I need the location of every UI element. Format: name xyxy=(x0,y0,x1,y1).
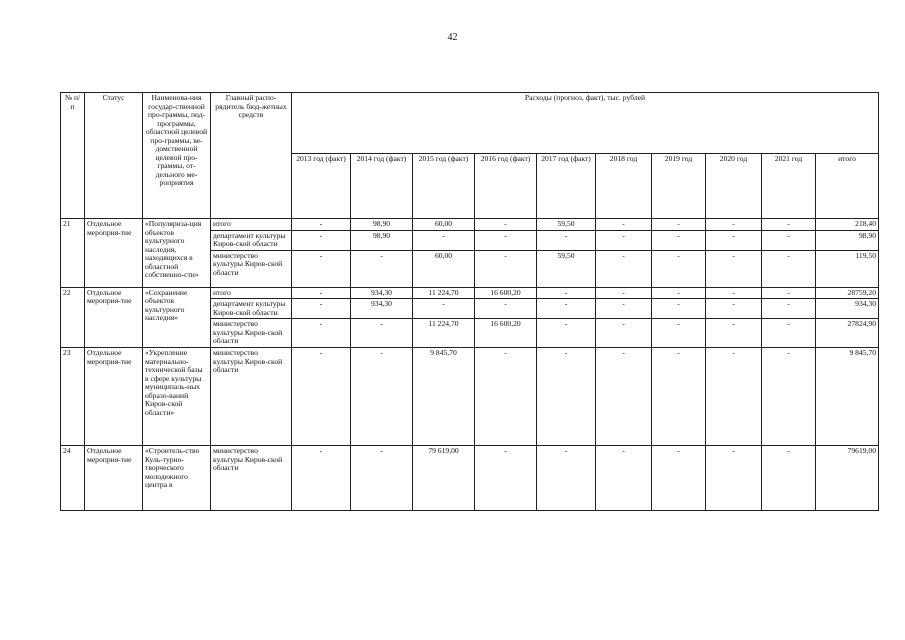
value-2020: - xyxy=(706,446,762,511)
table-body xyxy=(61,219,879,511)
row-name: «Популяриза-ция объектов культурного наследия, находящихся в областной собственно-сти» xyxy=(143,219,211,288)
row-name: «Сохранение объектов культурного наследия» xyxy=(143,287,211,348)
row-name: «Строитель-ство Куль-турно-творческого молодежного центра в xyxy=(143,446,211,511)
value-2020: - xyxy=(706,348,762,446)
value-2014: 934,30 xyxy=(351,299,413,319)
value-2016: - xyxy=(475,230,537,250)
value-2015: - xyxy=(413,299,475,319)
value-2021: - xyxy=(762,348,816,446)
value-2013: - xyxy=(292,446,351,511)
header-year-2016: 2016 год (факт) xyxy=(475,154,537,219)
value-2019: - xyxy=(652,319,706,348)
header-year-2017: 2017 год (факт) xyxy=(537,154,596,219)
value-2020: - xyxy=(706,299,762,319)
value-2020: - xyxy=(706,319,762,348)
header-year-2015: 2015 год (факт) xyxy=(413,154,475,219)
value-2014: - xyxy=(351,348,413,446)
value-2017: 59,50 xyxy=(537,219,596,231)
value-2017: - xyxy=(537,319,596,348)
value-2018: - xyxy=(596,299,652,319)
header-year-2020: 2020 год xyxy=(706,154,762,219)
value-total: 119,50 xyxy=(816,250,879,287)
value-2018: - xyxy=(596,287,652,299)
value-2015: 9 845,70 xyxy=(413,348,475,446)
value-2014: - xyxy=(351,446,413,511)
value-2014: 934,30 xyxy=(351,287,413,299)
value-2015: 79 619,00 xyxy=(413,446,475,511)
value-2021: - xyxy=(762,230,816,250)
budget-table xyxy=(60,92,879,511)
value-2018: - xyxy=(596,446,652,511)
value-total: 27824,90 xyxy=(816,319,879,348)
header-expenses: Расходы (прогноз, факт), тыс. рублей xyxy=(292,93,879,154)
value-total: 79619,00 xyxy=(816,446,879,511)
value-2017: 59,50 xyxy=(537,250,596,287)
value-2014: - xyxy=(351,250,413,287)
row-status: Отдельное мероприя-тие xyxy=(85,287,143,348)
value-2014: 98,90 xyxy=(351,230,413,250)
value-2017: - xyxy=(537,287,596,299)
value-2016: - xyxy=(475,299,537,319)
value-2019: - xyxy=(652,299,706,319)
header-year-2018: 2018 год xyxy=(596,154,652,219)
value-2021: - xyxy=(762,250,816,287)
value-2013: - xyxy=(292,299,351,319)
value-2019: - xyxy=(652,219,706,231)
value-2015: 11 224,70 xyxy=(413,287,475,299)
value-2018: - xyxy=(596,219,652,231)
value-2013: - xyxy=(292,348,351,446)
header-status: Статус xyxy=(85,93,143,219)
value-2016: - xyxy=(475,219,537,231)
header-year-2013: 2013 год (факт) xyxy=(292,154,351,219)
value-2017: - xyxy=(537,446,596,511)
value-2015: - xyxy=(413,230,475,250)
row-admin: министерство культуры Киров-ской области xyxy=(211,348,292,446)
row-admin: итого xyxy=(211,287,292,299)
row-admin: департамент культуры Киров-ской области xyxy=(211,230,292,250)
page-number: 42 xyxy=(447,32,458,43)
value-2021: - xyxy=(762,219,816,231)
value-2020: - xyxy=(706,230,762,250)
table-row xyxy=(61,348,879,446)
value-total: 218,40 xyxy=(816,219,879,231)
value-2020: - xyxy=(706,250,762,287)
value-2017: - xyxy=(537,230,596,250)
row-admin: министерство культуры Киров-ской области xyxy=(211,250,292,287)
value-2015: 60,00 xyxy=(413,219,475,231)
value-2014: 98,90 xyxy=(351,219,413,231)
value-2015: 11 224,70 xyxy=(413,319,475,348)
value-2016: 16 600,20 xyxy=(475,319,537,348)
value-2016: - xyxy=(475,446,537,511)
value-2020: - xyxy=(706,287,762,299)
value-2021: - xyxy=(762,446,816,511)
row-status: Отдельное мероприя-тие xyxy=(85,348,143,446)
header-year-2021: 2021 год xyxy=(762,154,816,219)
value-2018: - xyxy=(596,250,652,287)
header-admin: Главный распо-рядитель бюд-жетных средств xyxy=(211,93,292,219)
header-year-2019: 2019 год xyxy=(652,154,706,219)
value-2017: - xyxy=(537,299,596,319)
value-2019: - xyxy=(652,287,706,299)
value-total: 934,30 xyxy=(816,299,879,319)
value-2021: - xyxy=(762,299,816,319)
value-2019: - xyxy=(652,446,706,511)
row-num: 22 xyxy=(61,287,85,348)
value-2013: - xyxy=(292,219,351,231)
row-status: Отдельное мероприя-тие xyxy=(85,219,143,288)
row-name: «Укрепление материально-технической базы в сфере культуры муниципаль-ных образо-ваний Киров-ской области» xyxy=(143,348,211,446)
value-2016: - xyxy=(475,250,537,287)
value-2013: - xyxy=(292,287,351,299)
value-2019: - xyxy=(652,348,706,446)
header-num: № п/п xyxy=(61,93,85,219)
value-2018: - xyxy=(596,319,652,348)
table-row xyxy=(61,287,879,299)
row-status: Отдельное мероприя-тие xyxy=(85,446,143,511)
value-2018: - xyxy=(596,230,652,250)
row-admin: министерство культуры Киров-ской области xyxy=(211,319,292,348)
table-row xyxy=(61,446,879,511)
value-2018: - xyxy=(596,348,652,446)
row-num: 23 xyxy=(61,348,85,446)
value-2020: - xyxy=(706,219,762,231)
value-2015: 60,00 xyxy=(413,250,475,287)
value-2021: - xyxy=(762,319,816,348)
value-2017: - xyxy=(537,348,596,446)
value-2019: - xyxy=(652,230,706,250)
value-total: 9 845,70 xyxy=(816,348,879,446)
table-row xyxy=(61,219,879,231)
value-2016: - xyxy=(475,348,537,446)
value-2013: - xyxy=(292,319,351,348)
value-2013: - xyxy=(292,250,351,287)
row-admin: департамент культуры Киров-ской области xyxy=(211,299,292,319)
header-name: Наименова-ния государ-ственной про-граммы, под-программы, областной целевой про-граммы, ве-домственной целевой про-граммы, от-дельного ме-роприятия xyxy=(143,93,211,219)
row-num: 21 xyxy=(61,219,85,288)
value-2016: 16 600,20 xyxy=(475,287,537,299)
value-total: 28759,20 xyxy=(816,287,879,299)
row-admin: министерство культуры Киров-ской области xyxy=(211,446,292,511)
value-2021: - xyxy=(762,287,816,299)
value-2019: - xyxy=(652,250,706,287)
value-2013: - xyxy=(292,230,351,250)
value-2014: - xyxy=(351,319,413,348)
header-total: итого xyxy=(816,154,879,219)
value-total: 98,90 xyxy=(816,230,879,250)
row-admin: итого xyxy=(211,219,292,231)
row-num: 24 xyxy=(61,446,85,511)
header-year-2014: 2014 год (факт) xyxy=(351,154,413,219)
